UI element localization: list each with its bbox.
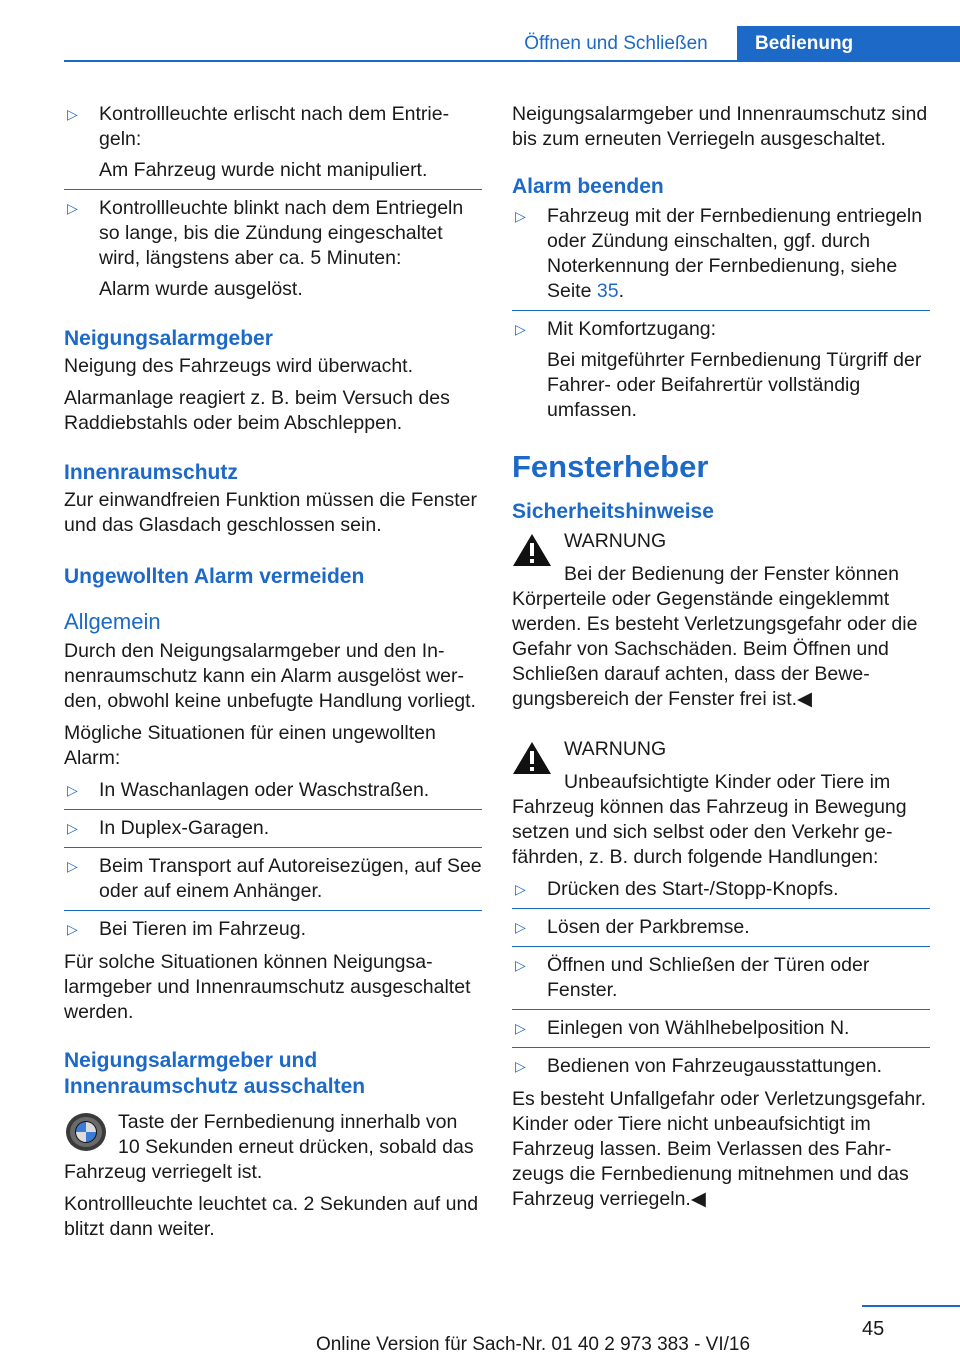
triangle-bullet-icon: ▷ [515,321,526,337]
triangle-bullet-icon: ▷ [67,921,78,937]
bullet-item: ▷ Beim Transport auf Autoreisezügen, auf See oder auf einem Anhänger. [67,855,482,902]
bullet-divider [512,1047,930,1048]
bullet-subtext: Am Fahrzeug wurde nicht manipuliert. [99,159,428,181]
bullet-divider [512,946,930,947]
triangle-bullet-icon: ▷ [515,1020,526,1036]
paragraph: Für solche Situationen können Neigungsalarmgeber und Innenraumschutz ausgeschaltet werden. [64,951,471,1023]
warning-box [512,529,930,712]
paragraph: Kontrollleuchte leuchtet ca. 2 Sekunden auf und blitzt dann weiter. [64,1193,479,1240]
triangle-bullet-icon: ▷ [67,858,78,874]
heading-allgemein: Allgemein [64,609,161,634]
bullet-divider [64,847,482,848]
header-chapter-tab[interactable]: Bedienung [737,26,960,62]
bullet-item: ▷ Drücken des Start-/Stopp-Knopfs. [515,878,839,900]
bullet-item: ▷ Bei Tieren im Fahrzeug. [67,918,307,940]
triangle-bullet-icon: ▷ [515,1058,526,1074]
paragraph: Neigungsalarmgeber und Innenraumschutz sind bis zum erneuten Verriegeln ausgeschaltet. [512,103,928,150]
triangle-bullet-icon: ▷ [67,782,78,798]
bullet-item: ▷ Lösen der Parkbremse. [515,916,750,938]
triangle-bullet-icon: ▷ [515,957,526,973]
heading-fensterheber: Fensterheber [512,449,709,484]
bullet-item [64,102,482,152]
bullet-text: Kontrollleuchte erlischt nach dem Entriegeln: [99,103,450,150]
remote-key-icon [64,1110,108,1154]
bullet-divider [64,910,482,911]
paragraph: Es besteht Unfallgefahr oder Verletzungsgefahr. Kinder oder Tiere nicht unbeaufsichtigt im Fahrzeug lassen. Beim Verlassen des Fahrzeugs die Fernbedienung mitnehmen und das Fahrzeug verriegeln.◀ [512,1088,927,1210]
heading-alarm-beenden: Alarm beenden [512,175,664,198]
paragraph: Zur einwandfreien Funktion müssen die Fenster und das Glasdach geschlossen sein. [64,489,477,536]
bullet-divider [64,189,482,190]
page-link[interactable]: 35 [596,280,619,302]
paragraph: Mögliche Situationen für einen ungewollten Alarm: [64,722,436,769]
heading-ungewollten-alarm: Ungewollten Alarm vermeiden [64,565,365,588]
warning-title: WARNUNG [564,738,667,760]
warning-title: WARNUNG [564,530,667,552]
bullet-item: ▷ Mit Komfortzugang: [515,318,717,340]
warning-box [512,737,930,870]
triangle-bullet-icon: ▷ [515,208,526,224]
paragraph: Alarmanlage reagiert z. B. beim Versuch des Raddiebstahls oder beim Abschleppen. [64,387,450,434]
bullet-subtext: Alarm wurde ausgelöst. [99,278,303,300]
paragraph: Taste der Fernbedienung innerhalb von 10 Sekunden erneut drücken, sobald das Fahrzeug verriegelt ist. [64,1111,474,1183]
heading-neigungsalarmgeber: Neigungsalarmgeber [64,327,273,350]
bullet-item: ▷ Öffnen und Schließen der Türen oder Fenster. [515,954,870,1001]
paragraph: Neigung des Fahrzeugs wird überwacht. [64,355,414,377]
heading-sicherheitshinweise: Sicherheitshinweise [512,500,714,523]
bullet-item: ▷ Bedienen von Fahrzeugausstattungen. [515,1055,882,1077]
footer-version-text: Online Version für Sach-Nr. 01 40 2 973 383 - VI/16 [315,1334,751,1355]
triangle-bullet-icon: ▷ [515,919,526,935]
bullet-item: ▷ In Duplex-Garagen. [67,817,270,839]
page-number: 45 [862,1318,885,1340]
bullet-item [64,196,482,271]
bullet-divider [64,809,482,810]
heading-innenraumschutz: Innenraumschutz [64,461,238,484]
right-column [512,102,930,1219]
triangle-bullet-icon: ▷ [67,820,78,836]
bullet-divider [512,908,930,909]
bullet-item: ▷ Fahrzeug mit der Fernbedienung entriegeln oder Zündung einschalten, ggf. durch Noterkennung der Fernbedienung, siehe Seite 35. [515,205,923,302]
bullet-divider [512,1009,930,1010]
triangle-bullet-icon: ▷ [67,200,78,216]
warning-text: Bei der Bedienung der Fenster können Körperteile oder Gegenstände eingeklemmt werden. Es besteht Verletzungsgefahr oder die Gefahr von Sachschäden. Beim Öffnen und Schließen darauf achten, dass der Bewegungsbereich der Fenster frei ist.◀ [512,563,918,710]
warning-triangle-icon [512,533,552,567]
warning-triangle-icon [512,741,552,775]
left-column [64,102,482,1249]
bullet-item: ▷ In Waschanlagen oder Waschstraßen. [67,779,430,801]
heading-ausschalten: Neigungsalarmgeber und Innenraumschutz ausschalten [64,1049,366,1098]
bullet-item: ▷ Einlegen von Wählhebelposition N. [515,1017,850,1039]
bullet-text: Kontrollleuchte blinkt nach dem Entriegeln so lange, bis die Zündung eingeschaltet wird, längstens aber ca. 5 Minuten: [99,197,464,269]
header-section-title: Öffnen und Schließen [524,33,708,54]
bullet-divider [512,310,930,311]
footer-rule [862,1305,960,1307]
triangle-bullet-icon: ▷ [67,106,78,122]
header-rule [64,60,960,62]
bullet-subtext: Bei mitgeführter Fernbedienung Türgriff der Fahrer- oder Beifahrertür vollständig umfassen. [547,349,922,421]
triangle-bullet-icon: ▷ [515,881,526,897]
warning-text: Unbeaufsichtigte Kinder oder Tiere im Fahrzeug können das Fahrzeug in Bewegung setzen und sich selbst oder den Verkehr gefährden, z. B. durch folgende Handlungen: [512,771,907,868]
paragraph: Durch den Neigungsalarmgeber und den Innenraumschutz kann ein Alarm ausgelöst werden, obwohl keine unbefugte Handlung vorliegt. [64,640,476,712]
